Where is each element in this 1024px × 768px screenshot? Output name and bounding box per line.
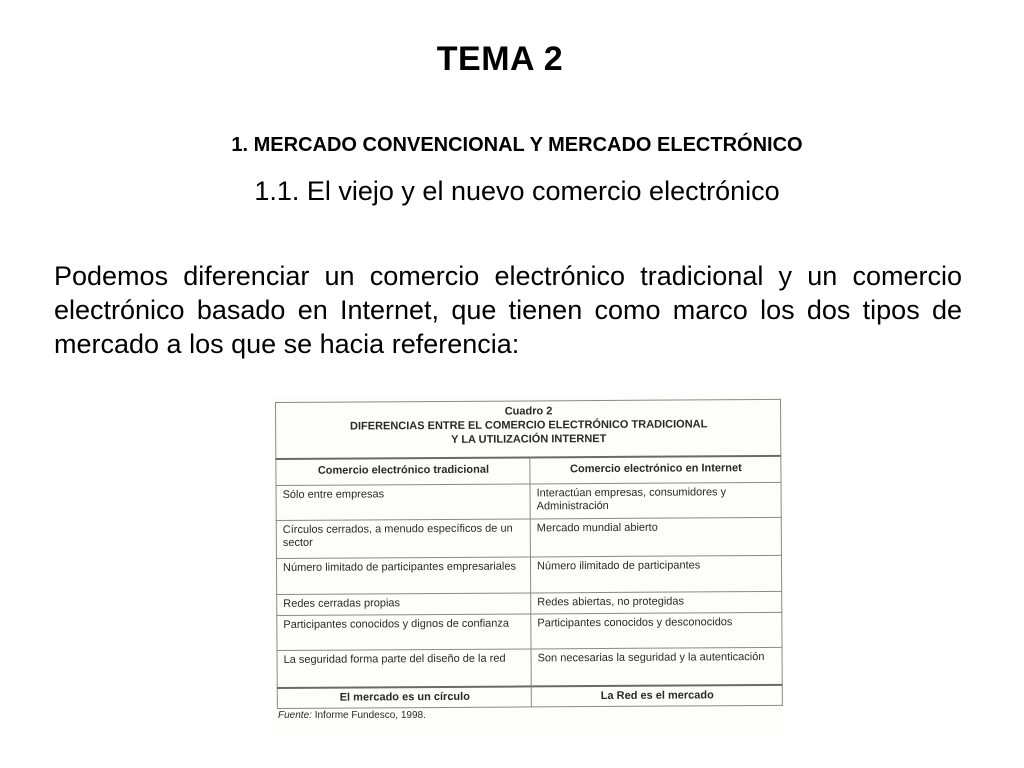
cell-internet: Mercado mundial abierto: [530, 517, 781, 557]
cell-internet: Redes abiertas, no protegidas: [531, 591, 782, 614]
table-source: [278, 710, 426, 721]
comparison-table: [275, 399, 783, 709]
subsection-heading: 1.1. El viejo y el nuevo comercio electrónico: [254, 176, 780, 206]
footer-traditional: El mercado es un círculo: [277, 686, 531, 708]
table-caption-title-line2: Y LA UTILIZACIÓN INTERNET: [451, 432, 607, 446]
cell-traditional: Sólo entre empresas: [276, 484, 530, 521]
cell-internet: Número ilimitado de participantes: [530, 555, 781, 593]
header-traditional: Comercio electrónico tradicional: [276, 457, 530, 485]
table-header-row: [276, 456, 781, 486]
cell-traditional: Redes cerradas propias: [277, 593, 531, 616]
slide-title: TEMA 2: [436, 40, 564, 78]
footer-internet: La Red es el mercado: [531, 685, 782, 707]
cell-internet: Participantes conocidos y desconocidos: [531, 612, 782, 649]
table-footer-row: [277, 685, 782, 709]
table-row: [277, 612, 782, 650]
cell-internet: Interactúan empresas, consumidores y Administración: [530, 482, 781, 519]
source-label: Fuente:: [278, 710, 312, 721]
source-text: Informe Fundesco, 1998.: [314, 710, 426, 721]
table-row: [276, 482, 781, 520]
table-row: [276, 555, 781, 594]
table-caption-title-line1: DIFERENCIAS ENTRE EL COMERCIO ELECTRÓNICO TRADICIONAL: [349, 418, 708, 433]
cell-traditional: Número limitado de participantes empresariales: [276, 557, 530, 595]
body-paragraph: Podemos diferenciar un comercio electrónico tradicional y un comercio electrónico basado en Internet, que tienen como marco los dos tipos de mercado a los que se hacia referencia:: [54, 261, 962, 359]
scanned-table-image: [272, 396, 784, 737]
header-internet: Comercio electrónico en Internet: [530, 456, 781, 484]
cell-traditional: Círculos cerrados, a menudo específicos de un sector: [276, 519, 530, 559]
table-row: [277, 647, 782, 688]
table-caption: [276, 399, 781, 459]
table-row: [276, 517, 781, 558]
section-heading: 1. MERCADO CONVENCIONAL Y MERCADO ELECTRÓNICO: [231, 134, 803, 156]
cell-traditional: Participantes conocidos y dignos de confianza: [277, 614, 531, 651]
cell-traditional: La seguridad forma parte del diseño de la red: [277, 649, 531, 688]
table-caption-label: Cuadro 2: [504, 405, 553, 418]
cell-internet: Son necesarias la seguridad y la autenticación: [531, 647, 782, 686]
